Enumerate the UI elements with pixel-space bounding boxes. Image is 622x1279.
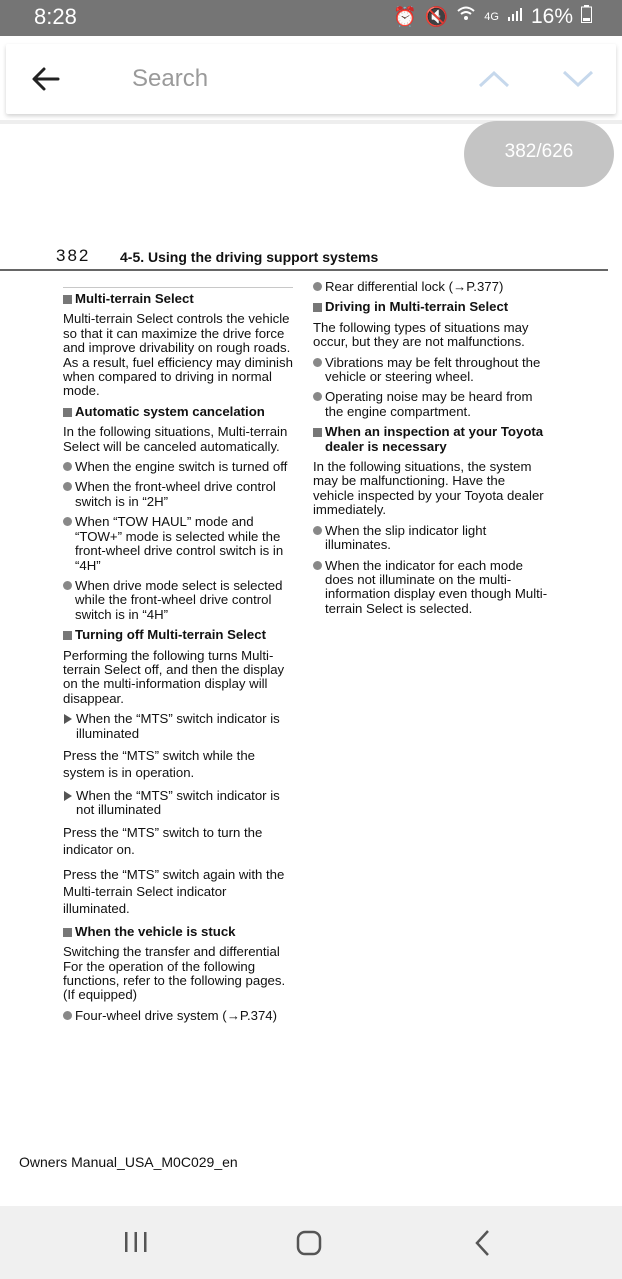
list-item: Vibrations may be felt throughout the vehicle or steering wheel. <box>313 356 549 385</box>
page-number: 382 <box>56 246 91 265</box>
bullet-icon <box>63 462 72 471</box>
triangle-bullet-icon <box>64 791 72 801</box>
status-icons <box>393 5 592 29</box>
square-bullet-icon <box>63 631 72 640</box>
section-title: 4-5. Using the driving support systems <box>120 249 379 265</box>
heading: Driving in Multi-terrain Select <box>313 300 549 314</box>
square-bullet-icon <box>313 303 322 312</box>
wifi-icon <box>456 5 476 29</box>
paragraph: Multi-terrain Select controls the vehicle so that it can maximize the drive force and improve drivability on rough roads. As a result, fuel efficiency may diminish when compared to driving in normal mode. <box>63 311 293 399</box>
paragraph: The following types of situations may occur, but they are not malfunctions. <box>313 319 529 350</box>
list-item: Rear differential lock (→P.377) <box>313 280 549 294</box>
recent-apps-icon[interactable] <box>122 1230 150 1254</box>
bullet-icon <box>63 1011 72 1020</box>
list-item: When the front-wheel drive control switch is in “2H” <box>63 480 295 509</box>
square-bullet-icon <box>63 408 72 417</box>
bullet-icon <box>63 482 72 491</box>
list-item: When “TOW HAUL” mode and “TOW+” mode is selected while the front-wheel drive control switch is in “4H” <box>63 515 295 573</box>
list-item: When the engine switch is turned off <box>63 460 295 474</box>
paragraph: Switching the transfer and differential For the operation of the following functions, refer to the following pages. (If equipped) <box>63 944 286 1003</box>
system-back-icon[interactable] <box>472 1228 494 1258</box>
bullet-icon <box>313 282 322 291</box>
left-column <box>63 287 295 1029</box>
list-item: When the slip indicator light illuminates. <box>313 524 549 553</box>
list-item: When the “MTS” switch indicator is illuminated <box>63 712 295 741</box>
bullet-icon <box>313 526 322 535</box>
paragraph: In the following situations, the system may be malfunctioning. Have the vehicle inspected by your Toyota dealer immediately. <box>313 459 544 518</box>
paragraph: In the following situations, Multi-terrain Select will be canceled automatically. <box>63 424 288 454</box>
battery-icon <box>581 5 592 29</box>
list-item: Operating noise may be heard from the engine compartment. <box>313 390 549 419</box>
heading: Turning off Multi-terrain Select <box>63 628 295 642</box>
bullet-icon <box>63 581 72 590</box>
bullet-icon <box>313 358 322 367</box>
paragraph: Press the “MTS” switch while the system is in operation. <box>63 747 256 780</box>
heading: When the vehicle is stuck <box>63 925 295 939</box>
signal-icon <box>507 6 523 28</box>
square-bullet-icon <box>63 928 72 937</box>
document-footer: Owners Manual_USA_M0C029_en <box>19 1154 238 1170</box>
heading: Multi-terrain Select <box>63 292 295 306</box>
column-divider <box>63 287 293 288</box>
square-bullet-icon <box>63 295 72 304</box>
paragraph: Press the “MTS” switch again with the Multi-terrain Select indicator illuminated. <box>63 866 285 916</box>
search-input[interactable] <box>132 60 432 98</box>
page-indicator: 382/626 <box>464 121 614 187</box>
list-item: Four-wheel drive system (→P.374) <box>63 1009 295 1023</box>
status-time: 8:28 <box>34 4 77 29</box>
list-item: When the “MTS” switch indicator is not illuminated <box>63 789 295 818</box>
paragraph: Performing the following turns Multi-terrain Select off, and then the display on the multi-information display will disappear. <box>63 647 285 706</box>
bullet-icon <box>313 392 322 401</box>
bullet-icon <box>313 561 322 570</box>
mute-icon: 🔇 <box>424 7 449 28</box>
alarm-icon: ⏰ <box>392 7 417 28</box>
list-item: When drive mode select is selected while the front-wheel drive control switch is in “4H” <box>63 579 295 622</box>
next-match-icon[interactable] <box>558 64 598 94</box>
back-arrow-icon[interactable] <box>28 61 64 97</box>
battery-percent: 16% <box>530 5 573 28</box>
right-column <box>313 280 549 622</box>
status-bar <box>0 0 622 36</box>
network-type: 4G <box>484 11 499 23</box>
square-bullet-icon <box>313 428 322 437</box>
previous-match-icon[interactable] <box>474 64 514 94</box>
system-nav-bar <box>0 1206 622 1279</box>
bullet-icon <box>63 517 72 526</box>
heading: Automatic system cancelation <box>63 405 295 419</box>
paragraph: Press the “MTS” switch to turn the indicator on. <box>63 824 263 857</box>
header-divider <box>0 269 608 271</box>
home-icon[interactable] <box>296 1230 322 1256</box>
list-item: When the indicator for each mode does not illuminate on the multi-information display even though Multi-terrain Select is selected. <box>313 559 549 617</box>
search-bar <box>6 44 616 114</box>
heading: When an inspection at your Toyota dealer is necessary <box>313 425 549 454</box>
triangle-bullet-icon <box>64 714 72 724</box>
